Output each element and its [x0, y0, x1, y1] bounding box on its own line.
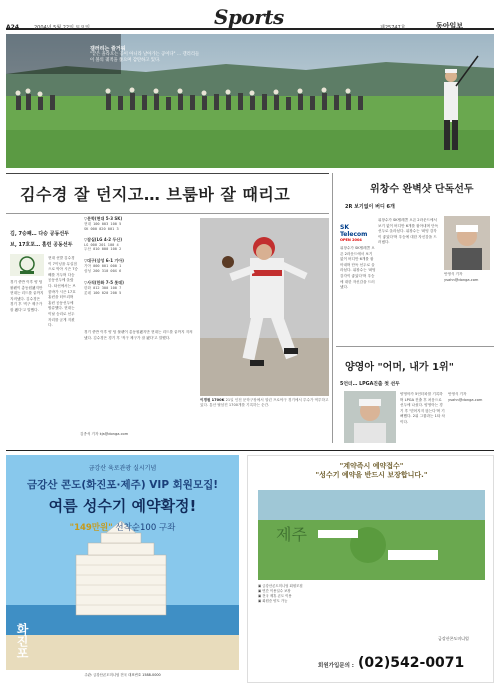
ad-feature-list	[258, 584, 485, 604]
main-headline: 김수경 잘 던지고… 브룸바 잘 때리고	[20, 185, 291, 204]
sponsor-sub: OPEN 2004	[340, 238, 362, 242]
main-story-body-left: 현대 선발 김수경이 7이닝을 무실점으로 막아 시즌 7승째를 거두며 다승 공동선두에 올랐다. 타선에서는 브룸바가 시즌 17호 홈런을 터뜨리며 홈런 공동선두에 합류했다. 현대는 이날 승리로 선두 자리를 굳게 지켰다.	[48, 256, 78, 328]
ad-footer: 주관: 금강산콘도미니엄 전국 대표번호 1588-0000	[6, 670, 239, 683]
resort-aerial-image	[258, 490, 485, 580]
page-number: A24	[6, 24, 19, 31]
main-story-byline: 김종석 기자 kjs@donga.com	[80, 432, 129, 436]
score-title: ▽잠실(LG 4-2 두산)	[84, 237, 123, 242]
ad-vertical-text: 화진포	[15, 623, 29, 659]
score-line: 한화 012 300 100 7	[84, 286, 122, 290]
ad-kicker: 금강산 육로관광 실시기념	[88, 465, 157, 472]
divider	[6, 173, 329, 174]
ad-headline-2: "성수기 예약을 반드시 보장합니다."	[315, 471, 428, 479]
score-line: 롯데 100 020 200 5	[84, 291, 122, 295]
sponsor-logo	[340, 224, 370, 242]
column-divider	[332, 173, 333, 443]
score-block	[84, 258, 148, 274]
story-headline: 양영아 "어머, 내가 1위"	[345, 362, 454, 373]
story-body-2: 위창수가 SK텔레콤 오픈 2라운드에서 보기 없이 버디만 6개를 잡아내며 단독 선두로 올라섰다. 위창수는 '퍼팅 감각이 좋았다'며 우승에 대한 자신감을 드러냈다.	[340, 246, 376, 290]
score-line: 두산 010 000 100 2	[84, 247, 122, 251]
score-block	[84, 216, 148, 231]
score-line: 기아 000 001 000 1	[84, 264, 122, 268]
golfer-portrait	[344, 391, 396, 443]
subheadline-1: 김, 7승째… 다승 공동선두	[10, 231, 70, 237]
team-logo	[10, 254, 44, 276]
story-subheadline: 2R 보기없이 버디 6개	[345, 204, 395, 210]
caption-text: "끝은 올라오는 공이 아니라 날아가는 공이다" … 갤러리들이 볼의 궤적을 쫓으며 감탄하고 있다.	[90, 52, 200, 63]
golf-gallery-photo	[6, 34, 494, 168]
top-photo-caption	[90, 46, 200, 64]
phone-number: (02)542-0071	[358, 655, 465, 671]
list-item: ▣ 회원증 양도 가능	[258, 599, 288, 603]
score-title: ▽대구(삼성 6-1 기아)	[84, 258, 124, 263]
score-block	[84, 237, 148, 252]
story-subheadline: 5언더… LPGA진출 첫 선두	[340, 382, 400, 387]
story-body: 양영아가 5언더파를 기록하며 LPGA 진출 후 처음으로 선두에 나섰다. 양영아는 경기 후 '믿어지지 않는다'며 기뻐했다. 2위 그룹과는 1타 차이다.	[400, 392, 445, 424]
story-headline: 위창수 완벽샷 단독선두	[370, 184, 474, 195]
list-item: ▣ 전국 제휴 콘도 이용	[258, 594, 292, 598]
list-item: ▣ 연간 이용일수 보장	[258, 589, 291, 593]
score-title: ▽문학(현대 5-3 SK)	[84, 216, 123, 221]
score-block	[84, 280, 148, 296]
ad-price: "149만원"	[69, 523, 113, 533]
condo-ad-right	[247, 455, 494, 683]
story-body: 위창수가 SK텔레콤 오픈 2라운드에서 보기 없이 버디만 6개를 잡아내며 단독 선두로 올라섰다. 위창수는 '퍼팅 감각이 좋았다'며 우승에 대한 자신감을 드러냈다.	[378, 218, 439, 245]
newspaper-name: 동아일보	[436, 22, 464, 30]
page-date: 2004년 5월 22일 토요일	[34, 25, 91, 31]
photo-caption-text: 21일 인천 문학구장에서 열린 프로야구 경기에서 투수가 역투하고 있다. 통산 탈삼진 1700개를 기록하는 순간.	[200, 398, 329, 408]
advertiser-logo: 금강산콘도미니엄	[438, 636, 469, 641]
box-scores	[84, 216, 148, 296]
divider	[336, 346, 494, 347]
main-story-body-center: 경기 중반 이후 양 팀 불펜이 총동원됐지만 현대는 리드를 끝까지 지켜냈다. 김수경은 경기 후 '직구 제구가 잘 됐다'고 말했다.	[84, 330, 193, 340]
score-line: LG 000 201 100 4	[84, 243, 119, 247]
ad-image-label: 제주	[276, 525, 307, 544]
score-line: SK 000 020 001 3	[84, 227, 119, 231]
issue-number: 제25747호	[380, 25, 406, 31]
ad-line-1: 금강산 콘도(화진포·제주) VIP 회원모집!	[26, 479, 219, 491]
ad-price-tail: 선착순100 구좌	[115, 523, 176, 533]
main-story-body-right: 경기 중반 이후 양 팀 불펜이 총동원됐지만 현대는 리드를 끝까지 지켜냈다. 김수경은 경기 후 '직구 제구가 잘 됐다'고 말했다.	[10, 280, 44, 312]
score-line: 현대 100 003 100 5	[84, 222, 122, 226]
pitcher-photo-caption	[200, 398, 329, 409]
photo-caption-title: 이경원 1700K	[200, 398, 225, 402]
ad-line-3	[6, 521, 239, 533]
section-title: Sports	[214, 5, 284, 29]
condo-ad	[6, 455, 239, 683]
story-byline: 안영식 기자 ysahn@donga.com	[448, 392, 483, 402]
ad-headline	[248, 462, 494, 480]
subheadline-2: 브, 17호포… 홈런 공동선두	[10, 242, 73, 248]
story-byline: 안영식 기자 ysahn@donga.com	[444, 272, 479, 282]
caption-title: 갤러리는 즐거워	[90, 46, 126, 52]
ad-line-2: 여름 성수기 예약확정!	[48, 497, 197, 515]
ad-headline-1: "계약즉시 예약접수"	[339, 462, 404, 470]
golfer-portrait	[444, 216, 490, 270]
list-item: ▣ 금강산콘도미니엄 회원모집	[258, 584, 303, 588]
score-title: ▽사직(한화 7-5 롯데)	[84, 280, 124, 285]
score-line: 삼성 200 310 00X 6	[84, 269, 122, 273]
pitcher-photo	[200, 218, 329, 396]
divider	[6, 213, 329, 214]
phone-label: 회원가입문의 :	[318, 663, 354, 669]
ad-divider	[6, 450, 494, 451]
sponsor-name: SK Telecom	[340, 224, 368, 238]
